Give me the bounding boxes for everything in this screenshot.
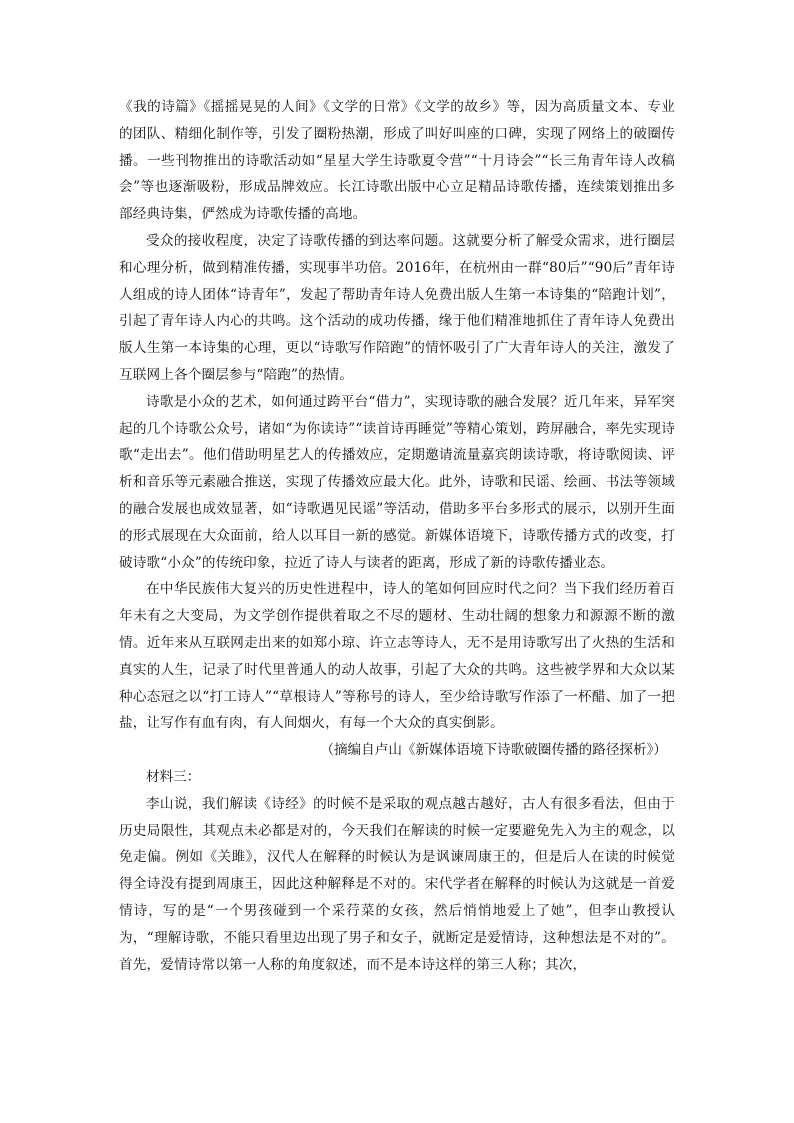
paragraph-cross-platform: 诗歌是小众的艺术，如何通过跨平台“借力”，实现诗歌的融合发展？近几年来，异军突起的几个诗歌公众号，诸如“为你读诗”“读首诗再睡觉”等精心策划，跨屏融合，率先实现诗歌“走出去”。他们借助明星艺人的传播效应，定期邀请流量嘉宾朗读诗歌，将诗歌阅读、评析和音乐等元素融合推送，实现了传播效应最大化。此外，诗歌和民谣、绘画、书法等领域的融合发展也成效显著，如“诗歌遇见民谣”等活动，借助多平台多形式的展示，以别开生面的形式展现在大众面前，给人以耳目一新的感觉。新媒体语境下，诗歌传播方式的改变，打破诗歌“小众”的传统印象，拉近了诗人与读者的距离，形成了新的诗歌传播业态。 <box>119 393 675 571</box>
source-citation: （摘编自卢山《新媒体语境下诗歌破圈传播的路径探析》） <box>320 742 667 759</box>
paragraph-poetry-programs: 《我的诗篇》《摇摇晃晃的人间》《文学的日常》《文学的故乡》等，因为高质量文本、专业的团队、精细化制作等，引发了圈粉热潮，形成了叫好叫座的口碑，实现了网络上的破圈传播。一些刊物推出的诗歌活动如“星星大学生诗歌夏令营”“十月诗会”“长三角青年诗人改稿会”等也逐渐吸粉，形成品牌效应。长江诗歌出版中心立足精品诗歌传播，连续策划推出多部经典诗集，俨然成为诗歌传播的高地。 <box>119 99 675 223</box>
material-three-heading: 材料三： <box>146 768 201 785</box>
paragraph-era-question: 在中华民族伟大复兴的历史性进程中，诗人的笔如何回应时代之问？当下我们经历着百年未有之大变局，为文学创作提供着取之不尽的题材、生动壮阔的想象力和源源不断的激情。近年来从互联网走出来的如郑小琼、许立志等诗人，无不是用诗歌写出了火热的生活和真实的人生，记录了时代里普通人的动人故事，引起了大众的共鸣。这些被学界和大众以某种心态冠之以“打工诗人”“草根诗人”等称号的诗人，至少给诗歌写作添了一杯醋、加了一把盐，让写作有血有肉，有人间烟火，有每一个大众的真实倒影。 <box>119 581 675 732</box>
paragraph-li-shan-shijing: 李山说，我们解读《诗经》的时候不是采取的观点越古越好，古人有很多看法，但由于历史局限性，其观点未必都是对的，今天我们在解读的时候一定要避免先入为主的观念，以免走偏。例如《关雎》，汉代人在解释的时候认为是讽谏周康王的，但是后人在读的时候觉得全诗没有提到周康王，因此这种解释是不对的。宋代学者在解释的时候认为这就是一首爱情诗，写的是“一个男孩碰到一个采荇菜的女孩，然后悄悄地爱上了她”，但李山教授认为，“理解诗歌，不能只看里边出现了男子和女子，就断定是爱情诗，这种想法是不对的”。首先，爱情诗常以第一人称的角度叙述，而不是本诗这样的第三人称；其次， <box>119 795 675 973</box>
document-page <box>119 94 675 978</box>
paragraph-audience-reception: 受众的接收程度，决定了诗歌传播的到达率问题。这就要分析了解受众需求，进行圈层和心理分析，做到精准传播，实现事半功倍。2016年，在杭州由一群“80后”“90后”青年诗人组成的诗人团体“诗青年”，发起了帮助青年诗人免费出版人生第一本诗集的“陪跑计划”，引起了青年诗人内心的共鸣。这个活动的成功传播，缘于他们精准地抓住了青年诗人免费出版人生第一本诗集的心理，更以“诗歌写作陪跑”的情怀吸引了广大青年诗人的关注，激发了互联网上各个圈层参与“陪跑”的热情。 <box>119 232 675 383</box>
